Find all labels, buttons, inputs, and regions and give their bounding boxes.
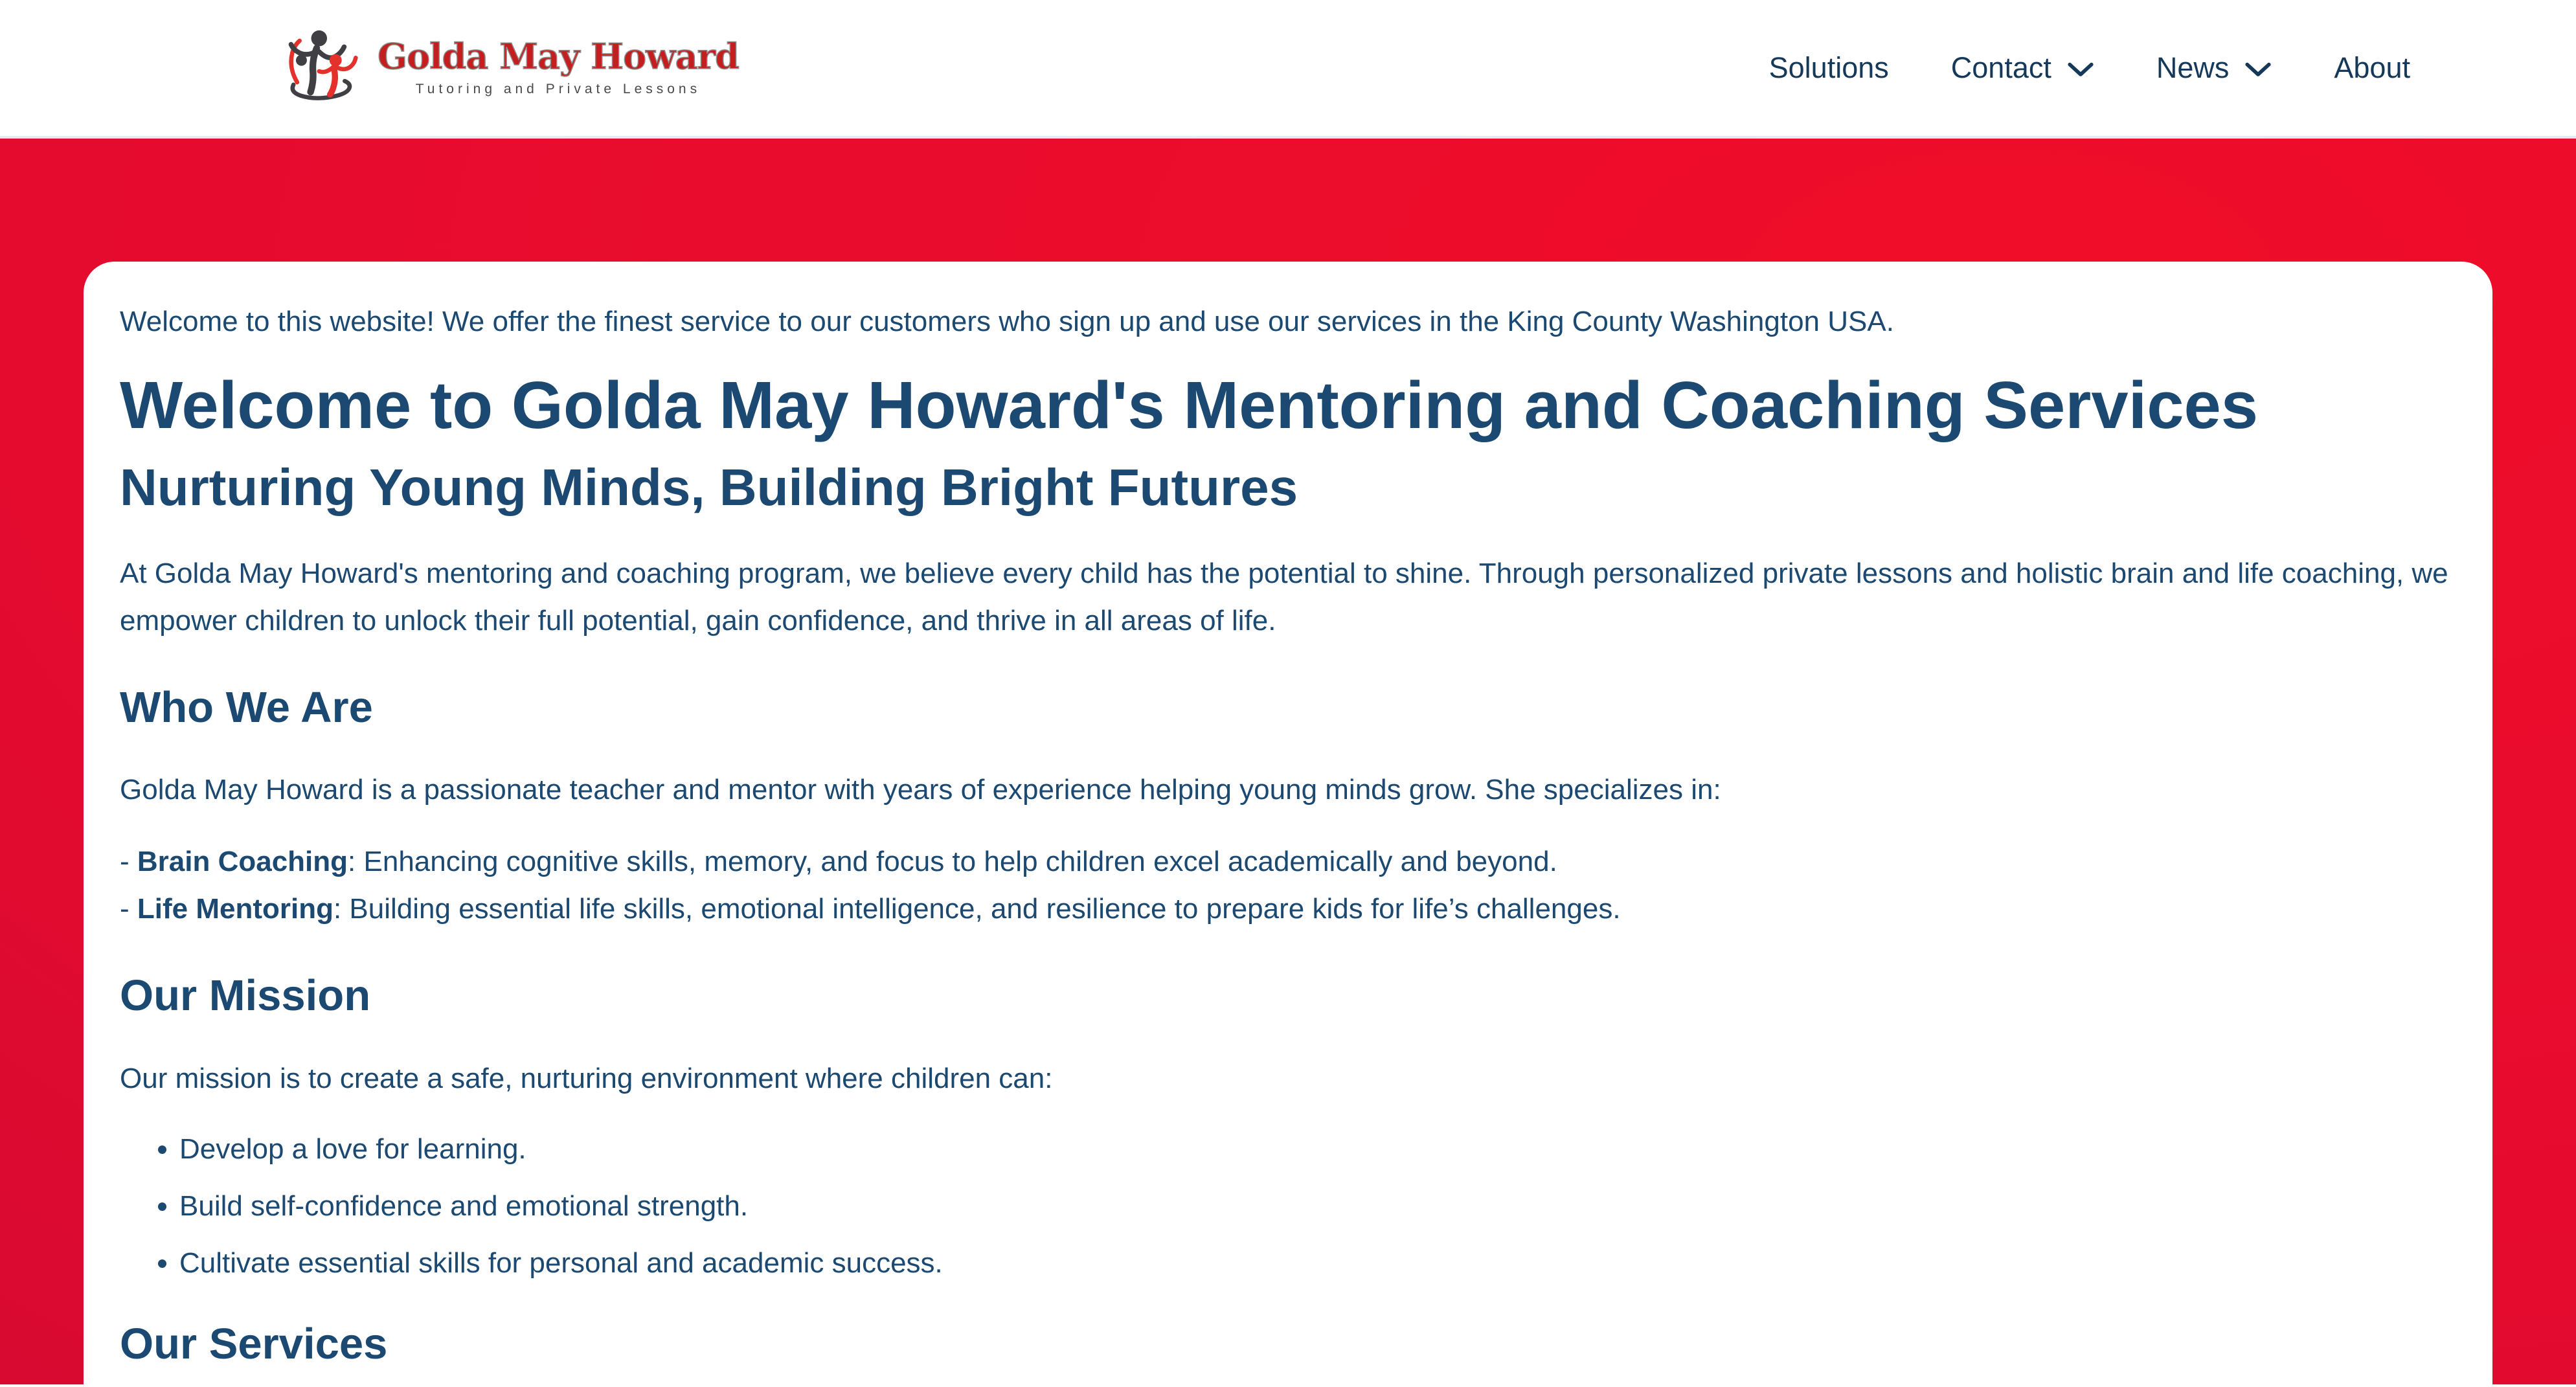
list-item: • Develop a love for learning. <box>179 1132 2456 1167</box>
logo-link[interactable] <box>285 28 739 109</box>
our-services-heading: Our Services <box>120 1319 388 1368</box>
page-title: Welcome to Golda May Howard's Mentoring and Coaching Services <box>120 367 2259 442</box>
logo-tagline: Tutoring and Private Lessons <box>415 82 701 96</box>
site-header <box>0 0 2576 139</box>
specialty-term: Life Mentoring <box>137 893 333 925</box>
dash: - <box>120 846 137 878</box>
nav-item-solutions[interactable] <box>1769 51 1889 85</box>
chevron-down-icon <box>2067 58 2094 78</box>
mission-intro: Our mission is to create a safe, nurturing environment where children can: <box>120 1062 1053 1094</box>
who-we-are-intro: Golda May Howard is a passionate teacher and mentor with years of experience helping young minds grow. She specializes in: <box>120 774 1721 806</box>
specialties <box>120 838 2456 932</box>
about-paragraph: At Golda May Howard's mentoring and coaching program, we believe every child has the potential to shine. Through personalized private lessons and holistic brain and life coaching, we empower children to unlock their full potential, gain confidence, and thrive in all areas of life. <box>120 557 2448 637</box>
content-card <box>84 262 2492 1384</box>
specialty-life-mentoring <box>120 885 2456 932</box>
nav-label: News <box>2156 51 2230 84</box>
logo-title: Golda May Howard <box>378 36 739 77</box>
nav-item-contact[interactable] <box>1951 51 2094 85</box>
nav-label: Contact <box>1950 51 2051 84</box>
list-item: • Build self-confidence and emotional strength. <box>179 1189 2456 1224</box>
specialty-desc: : Building essential life skills, emotional intelligence, and resilience to prepare kids for life’s challenges. <box>333 893 1621 925</box>
list-item: • Cultivate essential skills for personal and academic success. <box>179 1246 2456 1281</box>
specialty-desc: : Enhancing cognitive skills, memory, and focus to help children excel academically and beyond. <box>348 846 1557 878</box>
page-subtitle: Nurturing Young Minds, Building Bright Futures <box>120 458 1298 516</box>
nav-item-news[interactable] <box>2156 51 2272 85</box>
nav-label: Solutions <box>1768 51 1889 84</box>
specialty-term: Brain Coaching <box>137 846 348 878</box>
nav-item-about[interactable] <box>2334 51 2410 85</box>
hero-background <box>0 139 2576 1384</box>
who-we-are-heading: Who We Are <box>120 682 373 732</box>
specialty-brain-coaching <box>120 838 2456 885</box>
dash: - <box>120 893 137 925</box>
our-mission-heading: Our Mission <box>120 971 371 1021</box>
intro-text: Welcome to this website! We offer the finest service to our customers who sign up and use our services in the King County Washington USA. <box>120 306 1894 337</box>
mission-list <box>120 1132 2456 1281</box>
chevron-down-icon <box>2244 58 2272 78</box>
nav-label: About <box>2334 51 2410 84</box>
logo-people-icon <box>285 28 359 109</box>
main-nav <box>1769 51 2410 85</box>
logo-text <box>378 36 739 97</box>
